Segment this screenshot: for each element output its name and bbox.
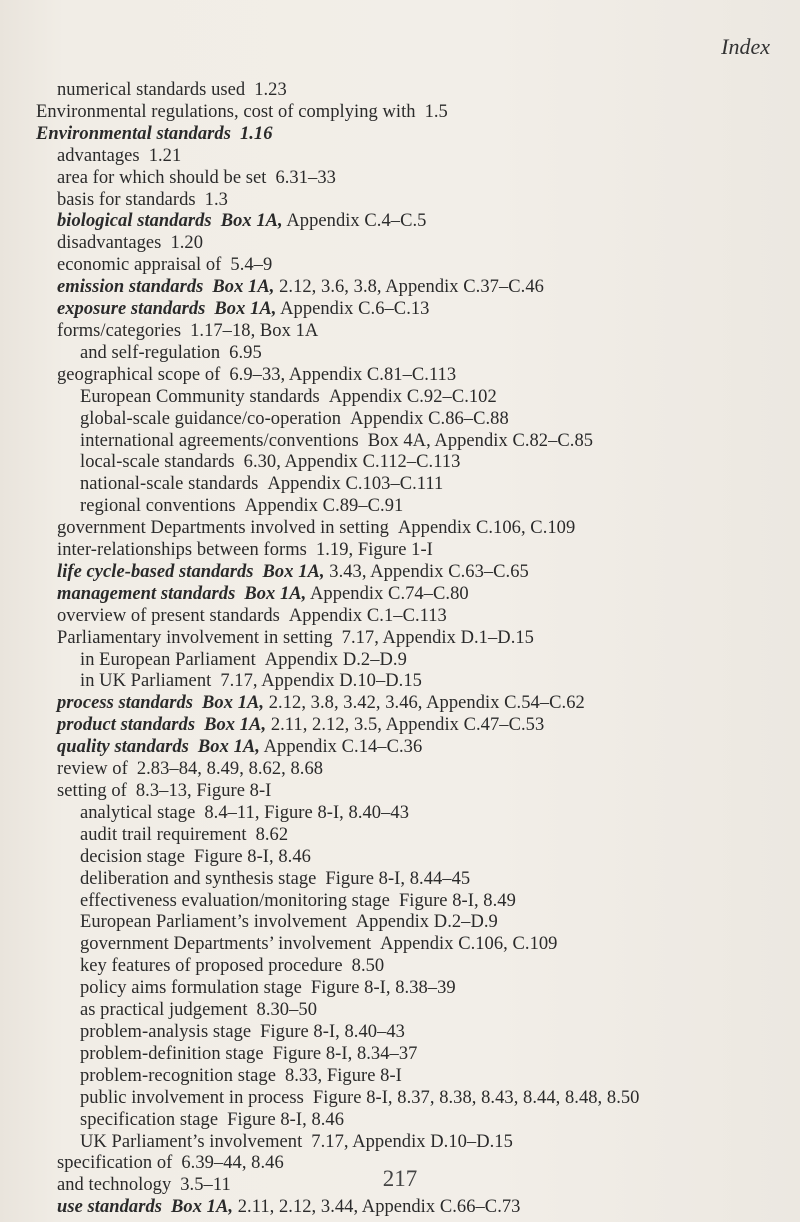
- entry-reference-numbers: 8.4–11, Figure 8-I, 8.40–43: [204, 802, 410, 823]
- entry-heading: overview of present standards: [57, 605, 280, 626]
- entry-references: [195, 715, 544, 735]
- index-entry: [0, 1000, 800, 1022]
- entry-reference-numbers: 5.4–9: [230, 255, 273, 276]
- entry-heading: economic appraisal of: [57, 255, 222, 276]
- entry-reference-numbers: 2.12, 3.8, 3.42, 3.46, Appendix C.54–C.62: [268, 693, 585, 714]
- entry-reference-numbers: Appendix C.14–C.36: [263, 737, 423, 758]
- index-entry: [0, 606, 800, 628]
- entry-heading: problem-analysis stage: [80, 1021, 252, 1042]
- entry-reference-numbers: 1.17–18, Box 1A: [190, 320, 319, 341]
- page-number: 217: [382, 1166, 418, 1191]
- entry-heading: Environmental standards: [36, 123, 231, 144]
- index-entry: [0, 759, 800, 781]
- entry-reference-numbers: Appendix C.89–C.91: [244, 496, 404, 517]
- index-entry: [0, 671, 800, 693]
- entry-box-reference: Box 1A,: [262, 561, 325, 582]
- entry-references: [185, 847, 311, 867]
- entry-heading: life cycle-based standards: [57, 561, 254, 582]
- index-entry: [0, 540, 800, 562]
- entry-heading: key features of proposed procedure: [80, 956, 343, 977]
- index-entry: [0, 562, 800, 584]
- entry-heading: specification of: [57, 1153, 173, 1174]
- entry-reference-numbers: Figure 8-I, 8.37, 8.38, 8.43, 8.44, 8.48, 8.50: [312, 1087, 640, 1108]
- index-entry: [0, 474, 800, 496]
- entry-references: [389, 518, 575, 538]
- entry-heading: deliberation and synthesis stage: [80, 868, 317, 889]
- entry-heading: and technology: [57, 1175, 172, 1196]
- entry-reference-numbers: 6.39–44, 8.46: [181, 1153, 284, 1174]
- entry-box-reference: Box 1A,: [204, 715, 267, 736]
- entry-reference-numbers: Box 4A, Appendix C.82–C.85: [367, 430, 594, 451]
- entry-reference-numbers: Appendix C.106, C.109: [380, 934, 558, 955]
- entry-heading: product standards: [57, 715, 196, 736]
- entry-references: [220, 343, 262, 363]
- entry-references: [212, 211, 427, 231]
- index-entry: [0, 452, 800, 474]
- entry-references: [205, 299, 429, 319]
- entry-reference-numbers: Appendix D.2–D.9: [355, 912, 498, 933]
- entry-reference-numbers: Figure 8-I, 8.46: [194, 846, 311, 867]
- entry-references: [235, 452, 461, 472]
- entry-heading: in European Parliament: [80, 649, 256, 670]
- index-entry-list: [0, 80, 800, 1219]
- entry-heading: audit trail requirement: [80, 824, 247, 845]
- entry-reference-numbers: 3.43, Appendix C.63–C.65: [329, 561, 529, 582]
- entry-reference-numbers: 1.3: [204, 189, 228, 210]
- entry-references: [218, 1110, 344, 1130]
- entry-references: [195, 803, 409, 823]
- entry-heading: setting of: [57, 781, 127, 801]
- entry-reference-numbers: 8.33, Figure 8-I: [284, 1065, 402, 1086]
- index-entry: [0, 693, 800, 715]
- index-entry: [0, 1044, 800, 1066]
- index-entry: [0, 124, 800, 146]
- entry-reference-numbers: Figure 8-I, 8.49: [398, 890, 516, 911]
- entry-references: [264, 1044, 418, 1064]
- entry-references: [196, 190, 228, 210]
- entry-references: [140, 146, 182, 166]
- entry-heading: and self-regulation: [80, 342, 221, 363]
- index-entry: [0, 978, 800, 1000]
- entry-heading: UK Parliament’s involvement: [80, 1131, 303, 1152]
- entry-references: [359, 431, 593, 451]
- entry-reference-numbers: 8.3–13, Figure 8-I: [135, 781, 272, 801]
- entry-references: [333, 628, 534, 648]
- entry-heading: global-scale guidance/co-operation: [80, 408, 342, 429]
- index-entry: [0, 211, 800, 233]
- index-entry: [0, 299, 800, 321]
- entry-references: [341, 409, 509, 429]
- entry-reference-numbers: 3.5–11: [180, 1175, 231, 1196]
- entry-references: [251, 1022, 405, 1042]
- running-header: Index: [721, 34, 770, 59]
- entry-reference-numbers: Appendix C.4–C.5: [286, 211, 427, 232]
- entry-heading: government Departments involved in setting: [57, 518, 389, 539]
- index-entry: [0, 891, 800, 913]
- index-entry: [0, 869, 800, 891]
- entry-heading: inter-relationships between forms: [57, 540, 307, 561]
- index-entry: [0, 80, 800, 102]
- entry-heading: exposure standards: [57, 299, 206, 320]
- entry-reference-numbers: 7.17, Appendix D.10–D.15: [311, 1131, 513, 1152]
- entry-reference-numbers: 7.17, Appendix D.1–D.15: [341, 627, 534, 648]
- entry-reference-numbers: Figure 8-I, 8.40–43: [260, 1021, 405, 1042]
- entry-references: [390, 891, 516, 911]
- entry-heading: forms/categories: [57, 320, 182, 341]
- entry-references: [302, 978, 456, 998]
- entry-box-reference: Box 1A,: [212, 277, 275, 298]
- entry-references: [220, 365, 456, 385]
- entry-heading: advantages: [57, 145, 140, 166]
- entry-references: [258, 474, 443, 494]
- entry-box-reference: Box 1A,: [214, 299, 277, 320]
- entry-heading: public involvement in process: [80, 1087, 304, 1108]
- entry-reference-numbers: 6.9–33, Appendix C.81–C.113: [229, 364, 457, 385]
- entry-reference-numbers: Appendix C.86–C.88: [350, 408, 509, 429]
- index-entry: [0, 496, 800, 518]
- entry-box-reference: Box 1A,: [202, 693, 265, 714]
- entry-heading: national-scale standards: [80, 474, 259, 495]
- entry-heading: area for which should be set: [57, 167, 267, 188]
- index-entry: [0, 1022, 800, 1044]
- entry-references: [161, 233, 203, 253]
- index-entry: [0, 1110, 800, 1132]
- entry-references: [189, 737, 422, 757]
- entry-heading: use standards: [57, 1197, 163, 1218]
- index-entry: [0, 956, 800, 978]
- entry-reference-numbers: Appendix D.2–D.9: [264, 649, 407, 670]
- entry-heading: geographical scope of: [57, 364, 221, 385]
- entry-box-reference: Box 1A,: [220, 211, 283, 232]
- entry-references: [347, 912, 498, 932]
- index-entry: [0, 715, 800, 737]
- entry-heading: quality standards: [57, 737, 189, 758]
- index-entry: [0, 781, 800, 803]
- entry-references: [221, 255, 272, 275]
- entry-heading: local-scale standards: [80, 452, 235, 473]
- entry-heading: management standards: [57, 583, 236, 604]
- entry-references: [247, 825, 289, 845]
- index-entry: [0, 102, 800, 124]
- index-entry: [0, 825, 800, 847]
- entry-reference-numbers: 1.23: [254, 80, 287, 100]
- entry-references: [127, 781, 272, 801]
- entry-references: [280, 606, 447, 626]
- index-entry: [0, 628, 800, 650]
- entry-reference-numbers: 8.30–50: [256, 1000, 318, 1021]
- entry-references: [276, 1066, 402, 1086]
- entry-references: [193, 693, 585, 713]
- index-entry: [0, 1197, 800, 1219]
- entry-heading: analytical stage: [80, 802, 196, 823]
- index-entry: [0, 1066, 800, 1088]
- entry-reference-numbers: Appendix C.6–C.13: [280, 299, 430, 320]
- entry-box-reference: Box 1A,: [197, 737, 260, 758]
- entry-heading: problem-definition stage: [80, 1043, 264, 1064]
- entry-heading: Environmental regulations, cost of complying with: [36, 101, 416, 122]
- entry-references: [266, 168, 335, 188]
- index-entry: [0, 387, 800, 409]
- entry-reference-numbers: 2.12, 3.6, 3.8, Appendix C.37–C.46: [279, 277, 544, 298]
- entry-references: [231, 124, 273, 144]
- entry-heading: biological standards: [57, 211, 212, 232]
- entry-references: [236, 496, 404, 516]
- entry-reference-numbers: Figure 8-I, 8.38–39: [310, 978, 456, 999]
- index-entry: [0, 168, 800, 190]
- entry-reference-numbers: 1.21: [148, 145, 182, 166]
- entry-references: [320, 387, 497, 407]
- entry-heading: government Departments’ involvement: [80, 934, 372, 955]
- entry-references: [256, 650, 407, 670]
- entry-heading: emission standards: [57, 277, 204, 298]
- entry-references: [307, 540, 433, 560]
- entry-heading: in UK Parliament: [80, 671, 212, 692]
- index-entry: [0, 365, 800, 387]
- entry-references: [302, 1132, 513, 1152]
- entry-heading: review of: [57, 759, 128, 780]
- entry-box-reference: Box 1A,: [244, 583, 307, 604]
- index-entry: [0, 255, 800, 277]
- entry-references: [343, 956, 385, 976]
- index-entry: [0, 584, 800, 606]
- entry-heading: effectiveness evaluation/monitoring stage: [80, 890, 390, 911]
- index-entry: [0, 1088, 800, 1110]
- entry-heading: problem-recognition stage: [80, 1065, 276, 1086]
- entry-heading: as practical judgement: [80, 1000, 248, 1021]
- entry-reference-numbers: Figure 8-I, 8.46: [227, 1109, 345, 1130]
- entry-references: [235, 584, 468, 604]
- index-entry: [0, 847, 800, 869]
- index-entry: [0, 518, 800, 540]
- index-entry: [0, 737, 800, 759]
- entry-heading: basis for standards: [57, 189, 196, 210]
- entry-reference-numbers: 8.50: [351, 956, 385, 977]
- entry-references: [416, 102, 448, 122]
- entry-references: [304, 1088, 640, 1108]
- entry-heading: regional conventions: [80, 496, 236, 517]
- index-entry: [0, 431, 800, 453]
- entry-heading: European Parliament’s involvement: [80, 912, 347, 933]
- entry-references: [316, 869, 470, 889]
- entry-reference-numbers: 1.19, Figure 1-I: [315, 540, 433, 561]
- entry-reference-numbers: Appendix C.92–C.102: [328, 386, 497, 407]
- entry-references: [254, 562, 529, 582]
- entry-reference-numbers: Figure 8-I, 8.44–45: [325, 868, 471, 889]
- entry-reference-numbers: Appendix C.106, C.109: [397, 518, 576, 539]
- entry-reference-numbers: 7.17, Appendix D.10–D.15: [220, 671, 422, 692]
- index-entry: [0, 912, 800, 934]
- entry-reference-numbers: 6.95: [229, 342, 262, 363]
- entry-references: [181, 321, 318, 341]
- entry-reference-numbers: 2.83–84, 8.49, 8.62, 8.68: [136, 759, 324, 780]
- entry-heading: disadvantages: [57, 233, 162, 254]
- entry-reference-numbers: 8.62: [255, 824, 289, 845]
- entry-reference-numbers: Appendix C.103–C.111: [267, 474, 444, 495]
- entry-heading: decision stage: [80, 846, 185, 867]
- entry-heading: international agreements/conventions: [80, 430, 359, 451]
- index-entry: [0, 803, 800, 825]
- index-entry: [0, 190, 800, 212]
- entry-heading: European Community standards: [80, 386, 320, 407]
- entry-references: [162, 1197, 520, 1217]
- entry-references: [248, 1000, 317, 1020]
- entry-heading: Parliamentary involvement in setting: [57, 627, 333, 648]
- entry-reference-numbers: Figure 8-I, 8.34–37: [272, 1043, 418, 1064]
- entry-reference-numbers: 1.20: [170, 233, 204, 254]
- index-entry: [0, 650, 800, 672]
- index-entry: [0, 146, 800, 168]
- entry-heading: process standards: [57, 693, 194, 714]
- entry-references: [128, 759, 323, 779]
- entry-references: [211, 671, 422, 691]
- entry-heading: policy aims formulation stage: [80, 978, 302, 999]
- entry-references: [245, 80, 287, 100]
- index-entry: [0, 409, 800, 431]
- entry-reference-numbers: 2.11, 2.12, 3.5, Appendix C.47–C.53: [270, 715, 545, 736]
- entry-heading: numerical standards used: [57, 80, 246, 100]
- entry-references: [371, 934, 557, 954]
- entry-box-reference: Box 1A,: [171, 1197, 234, 1218]
- index-entry: [0, 321, 800, 343]
- index-entry: [0, 233, 800, 255]
- index-entry: [0, 343, 800, 365]
- entry-reference-numbers: 1.5: [424, 101, 448, 122]
- entry-reference-numbers: 1.16: [239, 123, 273, 144]
- index-entry: [0, 277, 800, 299]
- entry-references: [203, 277, 544, 297]
- entry-heading: specification stage: [80, 1109, 219, 1130]
- entry-reference-numbers: Appendix C.1–C.113: [288, 605, 447, 626]
- entry-reference-numbers: 6.31–33: [275, 167, 336, 188]
- index-entry: [0, 934, 800, 956]
- index-entry: [0, 1132, 800, 1154]
- entry-reference-numbers: 2.11, 2.12, 3.44, Appendix C.66–C.73: [237, 1197, 521, 1218]
- entry-reference-numbers: Appendix C.74–C.80: [310, 583, 469, 604]
- entry-reference-numbers: 6.30, Appendix C.112–C.113: [243, 452, 461, 473]
